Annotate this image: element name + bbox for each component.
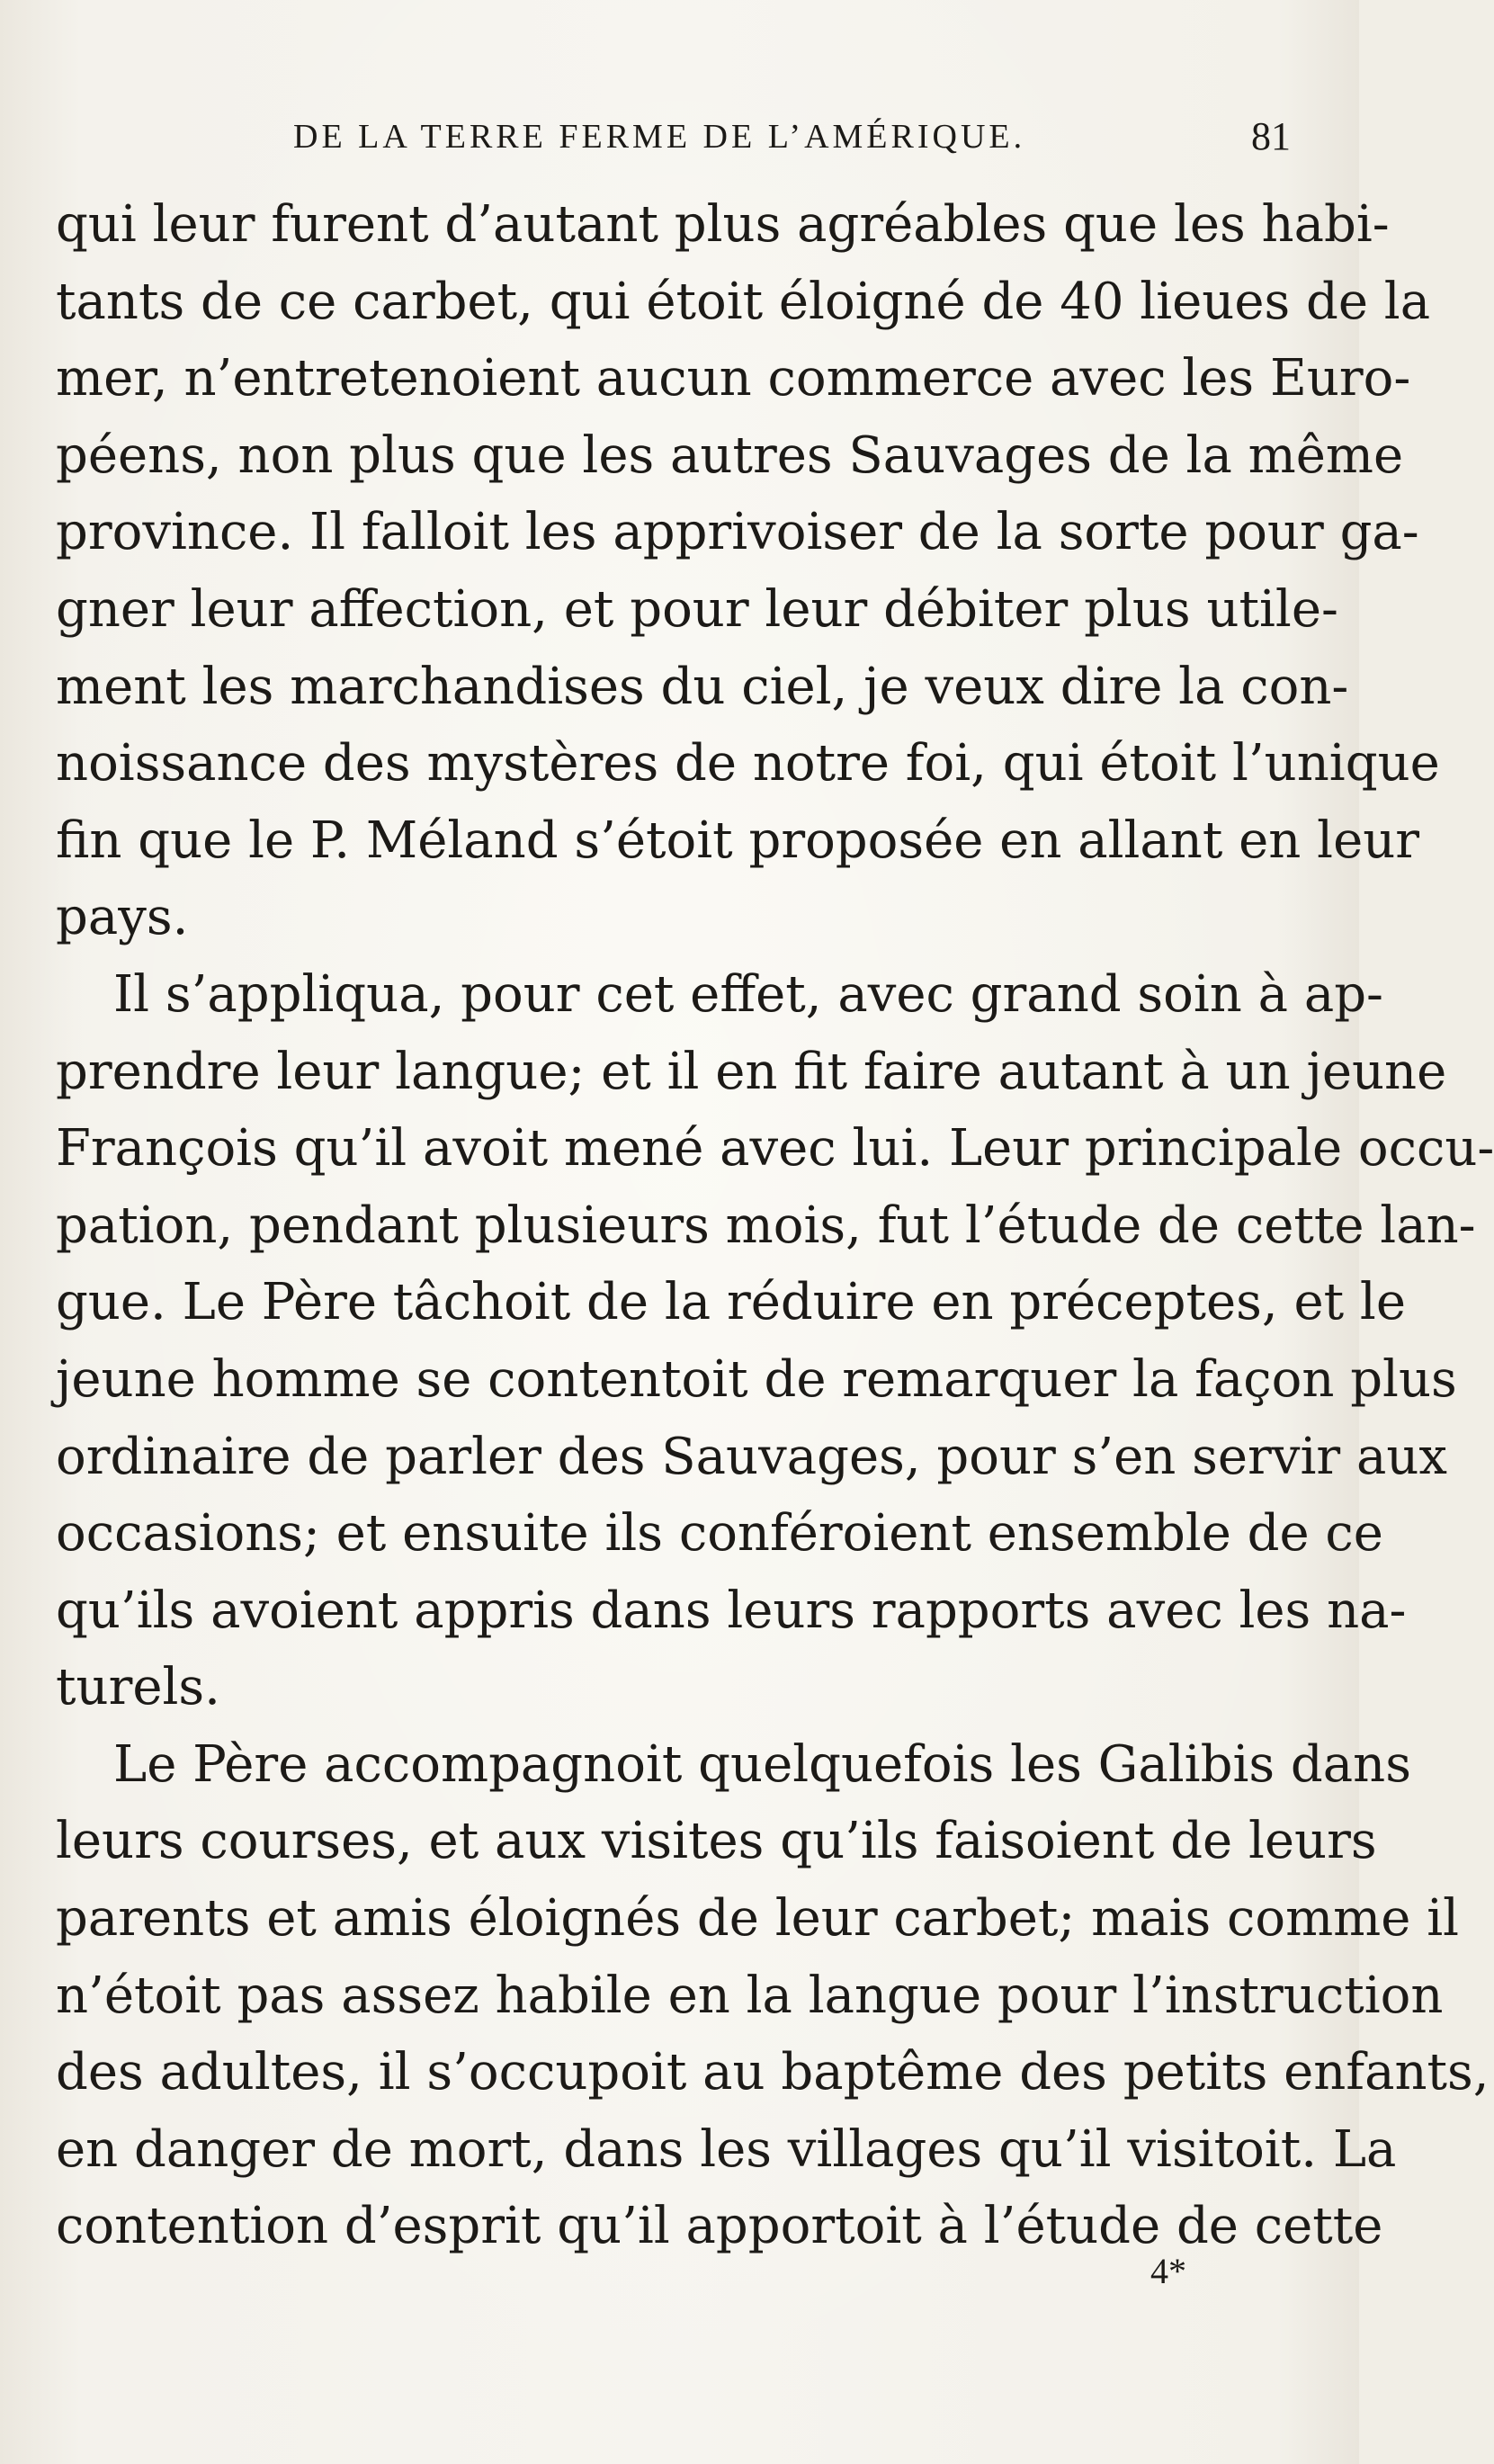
text-line: ordinaire de parler des Sauvages, pour s’en servir aux xyxy=(56,1427,1447,1486)
text-line: mer, n’entretenoient aucun commerce avec les Euro- xyxy=(56,349,1411,408)
text-line: leurs courses, et aux visites qu’ils faisoient de leurs xyxy=(56,1812,1377,1871)
paragraph-end-line: turels. xyxy=(56,1658,220,1717)
text-line: péens, non plus que les autres Sauvages de la même xyxy=(56,426,1404,485)
body-text xyxy=(56,186,1494,2265)
text-line: tants de ce carbet, qui étoit éloigné de 40 lieues de la xyxy=(56,272,1431,331)
paragraph-start-line: Il s’appliqua, pour cet effet, avec grand soin à ap- xyxy=(113,964,1383,1024)
page-header xyxy=(293,110,1291,164)
text-line: n’étoit pas assez habile en la langue pour l’instruction xyxy=(56,1966,1444,2025)
running-head: DE LA TERRE FERME DE L’AMÉRIQUE. xyxy=(293,118,1026,156)
page-number: 81 xyxy=(1251,114,1291,158)
text-line: parents et amis éloignés de leur carbet; mais comme il xyxy=(56,1889,1460,1949)
text-line: qui leur furent d’autant plus agréables que les habi- xyxy=(56,195,1390,254)
text-line: province. Il falloit les apprivoiser de la sorte pour ga- xyxy=(56,503,1419,562)
text-line: contention d’esprit qu’il apportoit à l’étude de cette xyxy=(56,2197,1383,2256)
text-line: en danger de mort, dans les villages qu’il visitoit. La xyxy=(56,2119,1397,2179)
paragraph-end-line: pays. xyxy=(56,888,189,947)
text-line: jeune homme se contentoit de remarquer la façon plus xyxy=(56,1349,1457,1409)
text-line: pation, pendant plusieurs mois, fut l’étude de cette lan- xyxy=(56,1196,1476,1255)
text-line: ment les marchandises du ciel, je veux dire la con- xyxy=(56,657,1349,716)
text-line: gue. Le Père tâchoit de la réduire en préceptes, et le xyxy=(56,1273,1406,1332)
text-line: qu’ils avoient appris dans leurs rapports avec les na- xyxy=(56,1581,1407,1640)
text-line: des adultes, il s’occupoit au baptême des petits enfants, xyxy=(56,2043,1490,2102)
text-line: fin que le P. Méland s’étoit proposée en allant en leur xyxy=(56,811,1420,870)
text-line: occasions; et ensuite ils conféroient ensemble de ce xyxy=(56,1504,1383,1564)
text-line: prendre leur langue; et il en fit faire autant à un jeune xyxy=(56,1042,1447,1101)
text-line: gner leur affection, et pour leur débiter plus utile- xyxy=(56,579,1338,639)
text-line: noissance des mystères de notre foi, qui étoit l’unique xyxy=(56,734,1440,793)
text-line: François qu’il avoit mené avec lui. Leur principale occu- xyxy=(56,1119,1494,1178)
signature-mark: 4* xyxy=(1150,2251,1186,2291)
paragraph-start-line: Le Père accompagnoit quelquefois les Galibis dans xyxy=(113,1734,1411,1794)
